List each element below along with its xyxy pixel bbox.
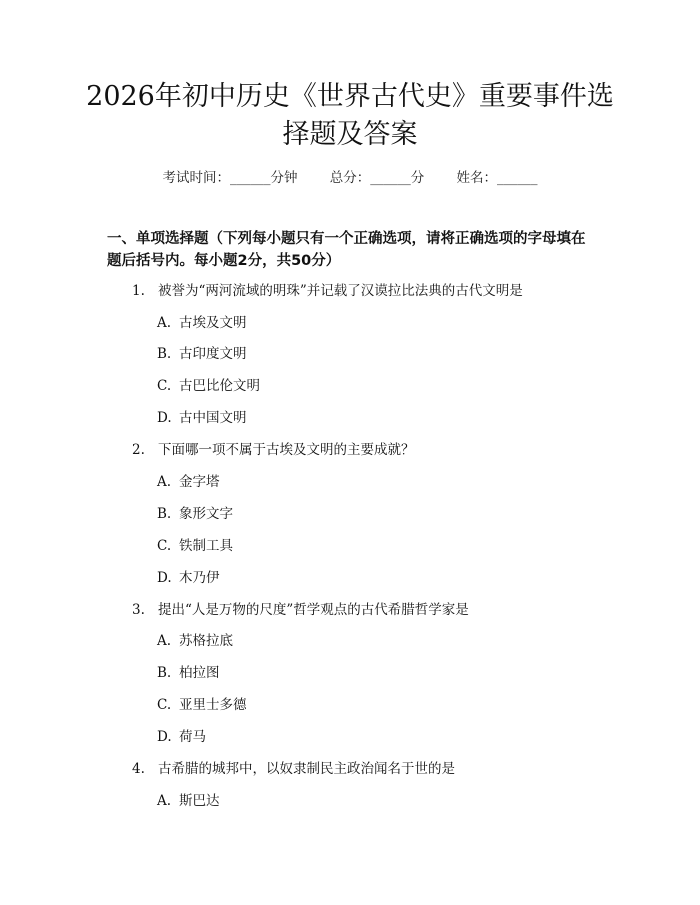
question-text: 被誉为“两河流域的明珠”并记载了汉谟拉比法典的古代文明是	[158, 283, 523, 299]
option-letter: A.	[157, 633, 172, 649]
option-letter: A.	[157, 474, 172, 490]
question-4	[132, 760, 455, 778]
option-text: 象形文字	[179, 506, 233, 522]
question-number: 1.	[132, 283, 145, 299]
question-2-option-a	[157, 473, 220, 491]
question-2-option-c	[157, 537, 233, 555]
question-1-option-c	[157, 377, 260, 395]
option-text: 苏格拉底	[179, 633, 233, 649]
question-number: 3.	[132, 602, 145, 618]
question-number: 2.	[132, 442, 145, 458]
option-text: 荷马	[179, 729, 206, 745]
exam-meta	[0, 169, 700, 187]
option-text: 金字塔	[179, 474, 220, 490]
question-2	[132, 441, 415, 459]
option-letter: B.	[157, 346, 172, 362]
option-letter: A.	[157, 315, 172, 331]
option-letter: B.	[157, 506, 172, 522]
question-3-option-b	[157, 664, 220, 682]
page-title	[0, 78, 700, 154]
title-line-2: 择题及答案	[282, 119, 418, 150]
total-score-field: 总分：______分	[329, 170, 425, 186]
option-text: 古中国文明	[179, 410, 247, 426]
question-3-option-c	[157, 696, 247, 714]
question-text: 古希腊的城邦中，以奴隶制民主政治闻名于世的是	[158, 761, 455, 777]
option-letter: D.	[157, 729, 172, 745]
question-1-option-d	[157, 409, 247, 427]
option-letter: A.	[157, 793, 172, 809]
question-1	[132, 282, 523, 300]
option-text: 铁制工具	[179, 538, 233, 554]
question-3-option-a	[157, 632, 233, 650]
exam-time-field: 考试时间：______分钟	[162, 170, 298, 186]
question-1-option-b	[157, 345, 247, 363]
option-letter: C.	[157, 538, 172, 554]
question-3-option-d	[157, 728, 206, 746]
option-letter: D.	[157, 570, 172, 586]
option-letter: D.	[157, 410, 172, 426]
option-letter: C.	[157, 697, 172, 713]
option-text: 古巴比伦文明	[179, 378, 260, 394]
question-3	[132, 601, 469, 619]
question-4-option-a	[157, 792, 220, 810]
option-text: 亚里士多德	[179, 697, 247, 713]
student-name-field: 姓名：______	[456, 170, 538, 186]
question-1-option-a	[157, 314, 247, 332]
option-letter: C.	[157, 378, 172, 394]
option-text: 木乃伊	[179, 570, 220, 586]
question-2-option-b	[157, 505, 233, 523]
option-text: 斯巴达	[179, 793, 220, 809]
option-text: 柏拉图	[179, 665, 220, 681]
title-line-1: 2026年初中历史《世界古代史》重要事件选	[86, 81, 614, 112]
question-text: 提出“人是万物的尺度”哲学观点的古代希腊哲学家是	[158, 602, 469, 618]
section-heading: 一、单项选择题（下列每小题只有一个正确选项，请将正确选项的字母填在题后括号内。每小题2分，共50分）	[107, 231, 586, 269]
option-text: 古印度文明	[179, 346, 247, 362]
option-text: 古埃及文明	[179, 315, 247, 331]
question-text: 下面哪一项不属于古埃及文明的主要成就？	[158, 442, 415, 458]
question-2-option-d	[157, 569, 220, 587]
option-letter: B.	[157, 665, 172, 681]
question-number: 4.	[132, 761, 145, 777]
